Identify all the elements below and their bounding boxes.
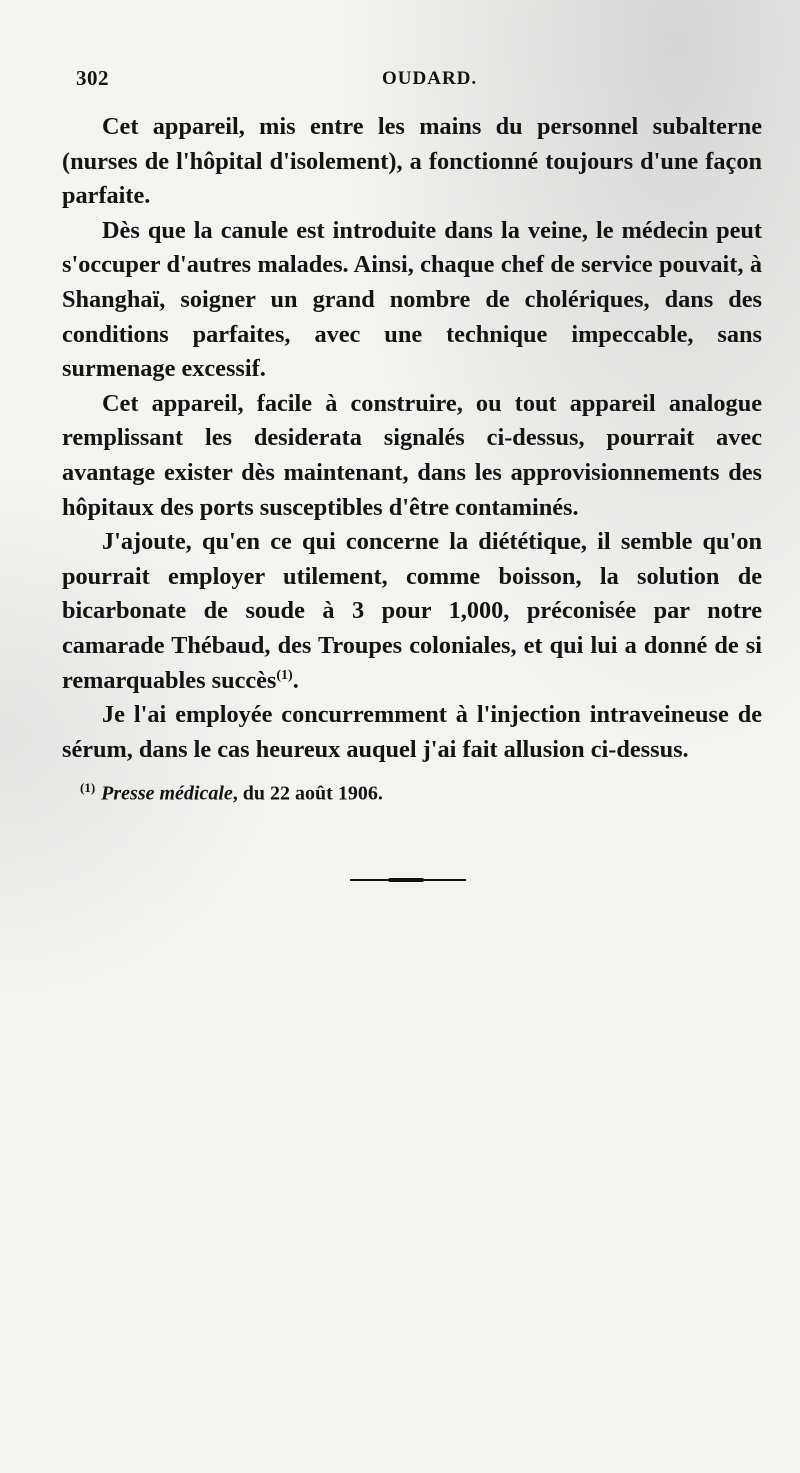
paragraph-text: J'ajoute, qu'en ce qui concerne la diététique, il semble qu'on pourrait employer utilement, comme boisson, la solution de bicarbonate de soude à 3 pour 1,000, préconisée par notre camarade Thébaud, des Troupes coloniales, et qui lui a donné de si remarquables succès xyxy=(62,528,762,694)
end-rule-divider xyxy=(350,879,466,881)
body-text xyxy=(62,110,762,767)
running-head: OUDARD. xyxy=(382,68,478,89)
footnote-text: , du 22 août 1906. xyxy=(232,782,383,805)
page-number: 302 xyxy=(76,66,109,90)
footnote xyxy=(80,780,720,806)
paragraph: Dès que la canule est introduite dans la veine, le médecin peut s'occuper d'autres malades. Ainsi, chaque chef de service pouvait, à Shanghaï, soigner un grand nombre de cholériques, dans des conditions parfaites, avec une technique impeccable, sans surmenage excessif. xyxy=(62,216,762,383)
paragraph: Cet appareil, mis entre les mains du personnel subalterne (nurses de l'hôpital d'isolement), a fonctionné toujours d'une façon parfaite. xyxy=(62,113,762,210)
footnote-marker: (1) xyxy=(80,780,96,795)
paragraph-with-footnote-ref: J'ajoute, qu'en ce qui concerne la diététique, il semble qu'on pourrait employer utilement, comme boisson, la solution de bicarbonate de soude à 3 pour 1,000, préconisée par notre camarade Thébaud, des Troupes coloniales, et qui lui a donné de si remarquables succès$^{(1)}$. xyxy=(62,528,762,694)
paragraph: Je l'ai employée concurremment à l'injection intraveineuse de sérum, dans le cas heureux auquel j'ai fait allusion ci-dessus. xyxy=(62,701,762,763)
paragraph: Cet appareil, facile à construire, ou tout appareil analogue remplissant les desiderata signalés ci-dessus, pourrait avec avantage exister dès maintenant, dans les approvisionnements des hôpitaux des ports susceptibles d'être contaminés. xyxy=(62,389,762,521)
footnote-source: Presse médicale xyxy=(101,782,233,805)
footnote-reference[interactable]: (1) xyxy=(276,667,293,683)
page-header xyxy=(76,62,756,92)
